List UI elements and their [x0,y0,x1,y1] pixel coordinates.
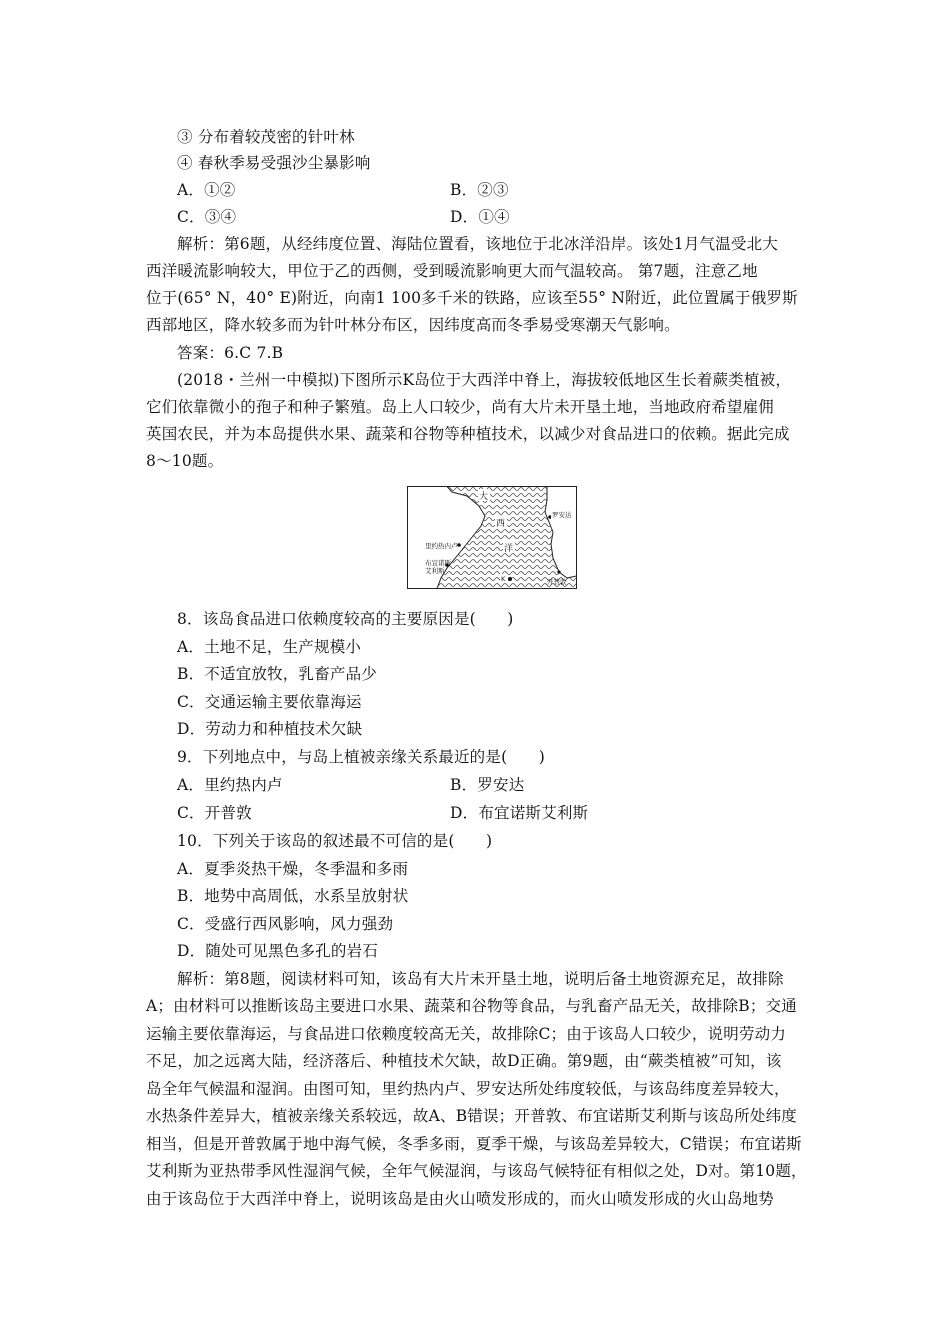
analysis-2-line-4: 不足，加之远离大陆，经济落后、种植技术欠缺，故D正确。第9题，由“蕨类植被”可知，该 [146,1052,782,1070]
intro-line-4: 8～10题。 [146,452,224,470]
analysis-2-line-5: 岛全年气候温和湿润。由图可知，里约热内卢、罗安达所处纬度较低，与该岛纬度差异较大， [146,1080,790,1098]
intro-line-2: 它们依靠微小的孢子和种子繁殖。岛上人口较少，尚有大片未开垦土地，当地政府希望雇佣 [146,398,775,416]
rio-label: 里约热内卢 [425,542,458,550]
q7-option-b: B．②③ [450,181,509,199]
q8-option-b: B．不适宜放牧，乳畜产品少 [177,665,377,683]
q10-option-a: A．夏季炎热干燥，冬季温和多雨 [177,860,409,878]
q9-option-c: C．开普敦 [177,804,252,822]
intro-line-1: (2018・兰州一中模拟)下图所示K岛位于大西洋中脊上，海拔较低地区生长着蕨类植被， [177,371,792,389]
island-k-dot [508,577,512,581]
atlantic-map-figure [407,486,577,589]
q9-option-a: A．里约热内卢 [177,776,283,794]
analysis-1-line-2: 西洋暖流影响较大，甲位于乙的西侧，受到暖流影响更大而气温较高。 第7题，注意乙地 [146,262,758,280]
option-3-line: ③ 分布着较茂密的针叶林 [177,128,355,146]
analysis-2-line-8: 艾利斯为亚热带季风性湿润气候，全年气候湿润，与该岛气候特征有相似之处，D对。第10题， [146,1162,807,1180]
buenos-aires-label-1: 布宜诺斯 [425,559,451,567]
analysis-2-line-3: 运输主要依靠海运，与食品进口依赖度较高无关，故排除C；由于该岛人口较少，说明劳动力 [146,1025,787,1043]
luanda-label: 罗安达 [552,511,572,519]
q8-option-c: C．交通运输主要依靠海运 [177,693,362,711]
q10-option-b: B．地势中高周低，水系呈放射状 [177,887,409,905]
q7-option-c: C．③④ [177,208,237,226]
q7-option-d: D．①④ [450,208,510,226]
q9-option-d: D．布宜诺斯艾利斯 [450,804,589,822]
buenos-aires-label-2: 艾利斯 [425,567,445,575]
ocean-label-3: 洋 [504,544,514,554]
capetown-label: 开普敦 [547,578,567,586]
analysis-1-line-1: 解析：第6题，从经纬度位置、海陆位置看，该地位于北冰洋沿岸。该处1月气温受北大 [177,235,779,253]
q10-option-c: C．受盛行西风影响，风力强劲 [177,915,394,933]
analysis-1-line-4: 西部地区，降水较多而为针叶林分布区，因纬度高而冬季易受寒潮天气影响。 [146,316,680,334]
q9-stem: 9．下列地点中，与岛上植被亲缘关系最近的是( ) [177,748,545,766]
analysis-2-line-2: A；由材料可以推断该岛主要进口水果、蔬菜和谷物等食品，与乳畜产品无关，故排除B；交通 [146,997,797,1015]
analysis-2-line-7: 相当，但是开普敦属于地中海气候，冬季多雨，夏季干燥，与该岛差异较大，C错误；布宜诺斯 [146,1135,802,1153]
option-4-line: ④ 春秋季易受强沙尘暴影响 [177,154,371,172]
ocean-label-2: 西 [496,519,506,529]
analysis-2-line-1: 解析：第8题，阅读材料可知，该岛有大片未开垦土地，说明后备土地资源充足，故排除 [177,970,784,988]
answer-line: 答案：6.C 7.B [177,344,284,362]
q10-option-d: D．随处可见黑色多孔的岩石 [177,942,379,960]
island-k-label: K [501,575,506,583]
analysis-2-line-9: 由于该岛位于大西洋中脊上，说明该岛是由火山喷发形成的，而火山喷发形成的火山岛地势 [146,1190,775,1208]
q9-option-b: B．罗安达 [450,776,525,794]
analysis-2-line-6: 水热条件差异大，植被亲缘关系较远，故A、B错误；开普敦、布宜诺斯艾利斯与该岛所处纬度 [146,1107,797,1125]
capetown-dot [557,570,560,573]
q7-option-a: A．①② [177,181,236,199]
q8-stem: 8．该岛食品进口依赖度较高的主要原因是( ) [177,610,514,628]
analysis-1-line-3: 位于(65° N，40° E)附近，向南1 100多千米的铁路，应该至55° N附近，此位置属于俄罗斯 [146,289,798,307]
rio-dot [457,543,461,547]
ocean-label-1: 大 [479,492,489,502]
intro-line-3: 英国农民，并为本岛提供水果、蔬菜和谷物等种植技术，以减少对食品进口的依赖。据此完成 [146,425,790,443]
q10-stem: 10．下列关于该岛的叙述最不可信的是( ) [177,832,493,850]
q8-option-a: A．土地不足，生产规模小 [177,638,362,656]
q8-option-d: D．劳动力和种植技术欠缺 [177,720,363,738]
